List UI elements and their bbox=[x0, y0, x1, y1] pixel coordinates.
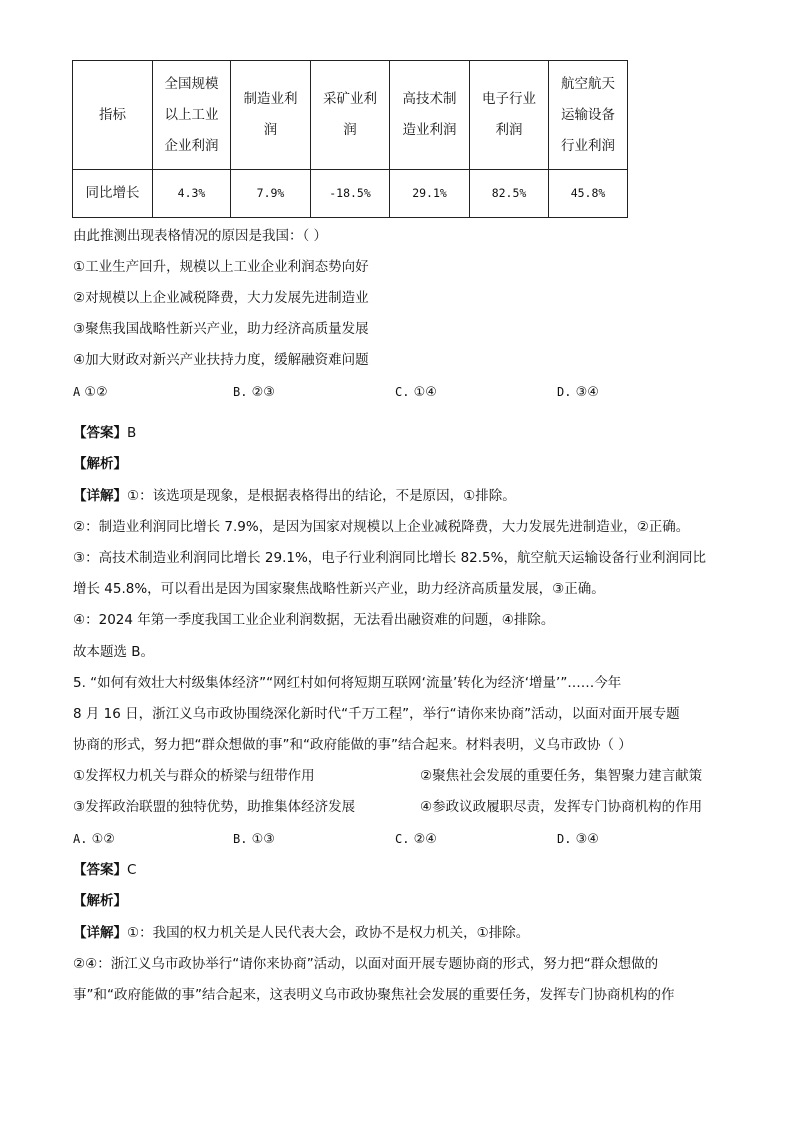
value-cell: 7.9% bbox=[231, 170, 311, 218]
value-cell: -18.5% bbox=[311, 170, 390, 218]
q5-option-d: D. ③④ bbox=[557, 832, 599, 847]
q4-item-1: ①工业生产回升，规模以上工业企业利润态势向好 bbox=[73, 259, 369, 275]
table-row bbox=[73, 170, 628, 218]
q4-item-2: ②对规模以上企业减税降费，大力发展先进制造业 bbox=[73, 290, 369, 306]
header-cell: 全国规模 以上工业 企业利润 bbox=[153, 61, 231, 170]
header-cell: 制造业利 润 bbox=[231, 61, 311, 170]
header-cell: 高技术制 造业利润 bbox=[390, 61, 470, 170]
q4-option-a: A ①② bbox=[73, 385, 108, 400]
q4-option-b: B. ②③ bbox=[233, 385, 275, 400]
q5-item-1: ①发挥权力机关与群众的桥梁与纽带作用 bbox=[73, 768, 315, 784]
q4-conclusion: 故本题选 B。 bbox=[73, 644, 155, 660]
q5-detail-line: 事”和“政府能做的事”结合起来，这表明义乌市政协聚焦社会发展的重要任务，发挥专门协商机构的作 bbox=[73, 987, 675, 1003]
q4-option-d: D. ③④ bbox=[557, 385, 599, 400]
q5-option-a: A. ①② bbox=[73, 832, 115, 847]
value-cell: 82.5% bbox=[470, 170, 549, 218]
value-cell: 4.3% bbox=[153, 170, 231, 218]
q4-analysis-tag: 【解析】 bbox=[73, 456, 127, 472]
q5-option-b: B. ①③ bbox=[233, 832, 275, 847]
q4-detail-line: ③：高技术制造业利润同比增长 29.1%，电子行业利润同比增长 82.5%，航空航天运输设备行业利润同比 bbox=[73, 550, 706, 566]
q4-detail-line: 【详解】①：该选项是现象，是根据表格得出的结论，不是原因，①排除。 bbox=[73, 488, 516, 504]
q5-stem-line: 5. “如何有效壮大村级集体经济”“网红村如何将短期互联网‘流量’转化为经济‘增量’”……今年 bbox=[73, 675, 622, 691]
value-cell: 29.1% bbox=[390, 170, 470, 218]
q5-answer: 【答案】C bbox=[73, 862, 137, 878]
q4-stem: 由此推测出现表格情况的原因是我国：（ ） bbox=[73, 228, 328, 244]
q4-detail-line: 增长 45.8%，可以看出是因为国家聚焦战略性新兴产业，助力经济高质量发展，③正确。 bbox=[73, 581, 605, 597]
value-cell: 45.8% bbox=[549, 170, 628, 218]
q4-detail-line: ④：2024 年第一季度我国工业企业利润数据，无法看出融资难的问题，④排除。 bbox=[73, 612, 555, 628]
header-cell: 指标 bbox=[73, 61, 153, 170]
q5-stem-line: 协商的形式，努力把“群众想做的事”和“政府能做的事”结合起来。材料表明，义乌市政协（ ） bbox=[73, 737, 632, 753]
header-cell: 航空航天 运输设备 行业利润 bbox=[549, 61, 628, 170]
q5-option-c: C. ②④ bbox=[395, 832, 437, 847]
q4-detail-line: ②：制造业利润同比增长 7.9%，是因为国家对规模以上企业减税降费，大力发展先进制造业，②正确。 bbox=[73, 519, 690, 535]
q5-stem-line: 8 月 16 日，浙江义乌市政协围绕深化新时代“千万工程”，举行“请你来协商”活动，以面对面开展专题 bbox=[73, 706, 680, 722]
q5-detail-line: ②④：浙江义乌市政协举行“请你来协商”活动，以面对面开展专题协商的形式，努力把“群众想做的 bbox=[73, 956, 659, 972]
header-cell: 电子行业 利润 bbox=[470, 61, 549, 170]
q4-item-3: ③聚焦我国战略性新兴产业，助力经济高质量发展 bbox=[73, 321, 369, 337]
q5-detail-line: 【详解】①：我国的权力机关是人民代表大会，政协不是权力机关，①排除。 bbox=[73, 925, 530, 941]
q5-item-2: ②聚焦社会发展的重要任务，集智聚力建言献策 bbox=[420, 768, 703, 784]
row-label: 同比增长 bbox=[73, 170, 153, 218]
table-header-row bbox=[73, 61, 628, 170]
data-table bbox=[72, 60, 628, 218]
q4-answer: 【答案】B bbox=[73, 425, 137, 441]
q5-analysis-tag: 【解析】 bbox=[73, 893, 127, 909]
header-cell: 采矿业利 润 bbox=[311, 61, 390, 170]
q4-item-4: ④加大财政对新兴产业扶持力度，缓解融资难问题 bbox=[73, 352, 369, 368]
q4-option-c: C. ①④ bbox=[395, 385, 437, 400]
q5-item-4: ④参政议政履职尽责，发挥专门协商机构的作用 bbox=[420, 799, 703, 815]
q5-item-3: ③发挥政治联盟的独特优势，助推集体经济发展 bbox=[73, 799, 356, 815]
